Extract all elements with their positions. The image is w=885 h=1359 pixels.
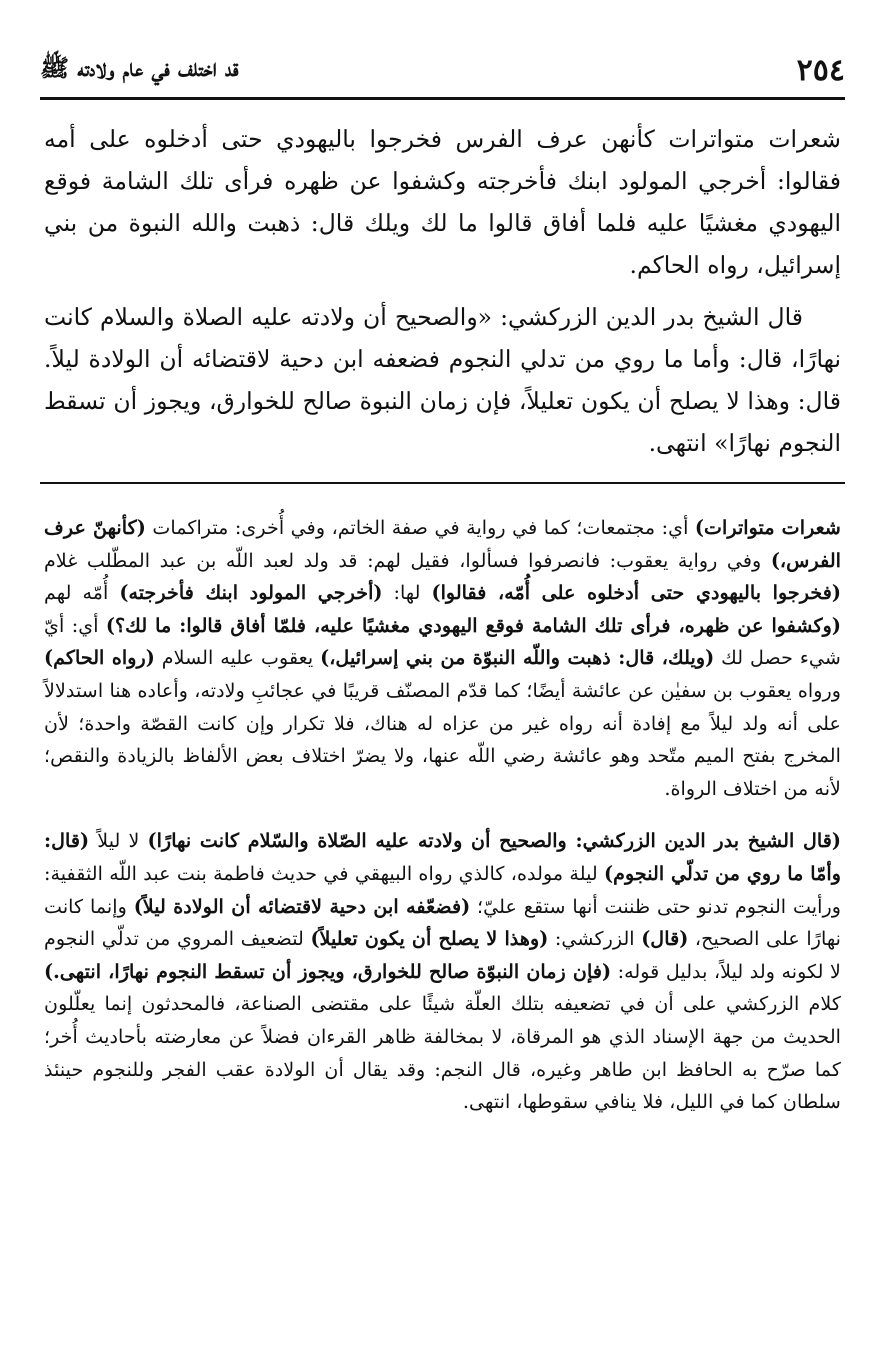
main-text [44,118,841,464]
commentary-text: يعقوب عليه السلام [154,646,321,670]
commentary-text: وفي رواية يعقوب: فانصرفوا فسألوا، فقيل لهم: قد ولد لعبد اللّه بن عبد المطّلب غلام [44,548,771,572]
quoted-text: (وكشفوا عن ظهره، فرأى تلك الشامة فوقع اليهودي مغشيًا عليه، فلمّا أفاق قالوا: ما لك؟) [105,613,841,637]
commentary-text: أي: أيّ شيء حصل لك [44,613,841,670]
main-paragraph-1: شعرات متواترات كأنهن عرف الفرس فخرجوا باليهودي حتى أدخلوه على أمه فقالوا: أخرجي المولود ابنك فأخرجته وكشفوا عن ظهره فرأى تلك الشامة فوقع اليهودي مغشيًا عليه فلما أفاق قالوا ما لك ويلك قال: ذهبت والله النبوة من بني إسرائيل، رواه الحاكم. [44,125,841,279]
quoted-text: (رواه الحاكم) [44,646,155,670]
quoted-text: (ويلك، قال: ذهبت واللّه النبوّة من بني إسرائيل،) [320,646,715,670]
commentary-text: ليلة مولده، كالذي رواه البيهقي في حديث فاطمة بنت عبد اللّه الثقفية: ورأيت النجوم تدنو حتى ظننت أنها ستقع عليّ؛ [44,861,841,918]
quoted-text: (قال) [641,927,689,951]
commentary-text: الزركشي: [548,927,642,951]
commentary-text: أي: مجتمعات؛ كما في رواية في صفة الخاتم، وفي أُخرى: متراكمات [145,516,695,539]
quoted-text: (وهذا لا يصلح أن يكون تعليلاً) [310,927,549,951]
commentary [44,512,841,1119]
header-rule [40,97,845,100]
commentary-text: وإنما كانت نهارًا على الصحيح، [44,894,842,951]
running-title: قد اختلف في عام ولادته ﷺ [40,52,239,82]
commentary-text: لها: [382,581,432,605]
quoted-text: (قال: وأمّا ما روي من تدلّي النجوم) [44,829,841,885]
commentary-text: لتضعيف المروي من تدلّي النجوم لا لكونه ولد ليلاً، بدليل قوله: [44,927,841,983]
quoted-text: (فضعّفه ابن دحية لاقتضائه أن الولادة ليلاً) [133,894,471,918]
commentary-separator [40,482,845,484]
quoted-text: شعرات متواترات) [694,516,841,539]
commentary-text: ورواه يعقوب بن سفيٰن عن عائشة أيضًا؛ كما قدّم المصنّف قريبًا في عجائبِ ولادته، وأعاده هنا استدلالاً على أنه ولد ليلاً مع إفادة أنه رواه غير من عزاه له هناك، فلا تكرار وإن كانت القصّة واحدة؛ لأن المخرج بفتح الميم متّحد وهو عائشة رضي اللّه عنها، ولا يضرّ اختلاف بعض الألفاظ بالزيادة والنقص؛ لأنه من اختلاف الرواة. [44,678,841,800]
quoted-text: (كأنهنّ عرف الفرس،) [44,516,841,572]
quoted-text: (أخرجي المولود ابنك فأخرجته) [119,581,383,605]
page-header [40,44,845,96]
commentary-text: لا ليلاً [89,829,148,853]
commentary-paragraph-1 [44,512,841,805]
commentary-paragraph-2 [44,825,841,1118]
commentary-text: أُمّه لهم [44,581,120,605]
quoted-text: (فخرجوا باليهودي حتى أدخلوه على أُمّه، فقالوا) [431,581,842,605]
quoted-text: (قال الشيخ بدر الدين الزركشي: والصحيح أن ولادته عليه الصّلاة والسّلام كانت نهارًا) [147,829,842,853]
commentary-text: كلام الزركشي على أن في تضعيفه بتلك العلّة شيئًا على مقتضى الصناعة، فالمحدثون إنما يعلّلون الحديث من جهة الإسناد الذي هو المرقاة، لا بمخالفة ظاهر القرءان فضلاً عن معارضته بأحاديث أُخر؛ كما صرّح به الحافظ ابن طاهر وغيره، قال النجم: وقد يقال أن الولادة عقب الفجر وللنجوم حينئذ سلطان كما في الليل، فلا ينافي سقوطها، انتهى. [44,992,841,1114]
main-paragraph-2: قال الشيخ بدر الدين الزركشي: «والصحيح أن ولادته عليه الصلاة والسلام كانت نهارًا، قال: وأما ما روي من تدلي النجوم فضعفه ابن دحية لاقتضائه أن الولادة ليلاً. قال: وهذا لا يصلح أن يكون تعليلاً، فإن زمان النبوة صالح للخوارق، ويجوز أن تسقط النجوم نهارًا» انتهى. [44,303,841,457]
page-number: ٢٥٤ [796,52,845,88]
quoted-text: (فإن زمان النبوّة صالح للخوارق، ويجوز أن تسقط النجوم نهارًا، انتهى.) [44,959,612,983]
